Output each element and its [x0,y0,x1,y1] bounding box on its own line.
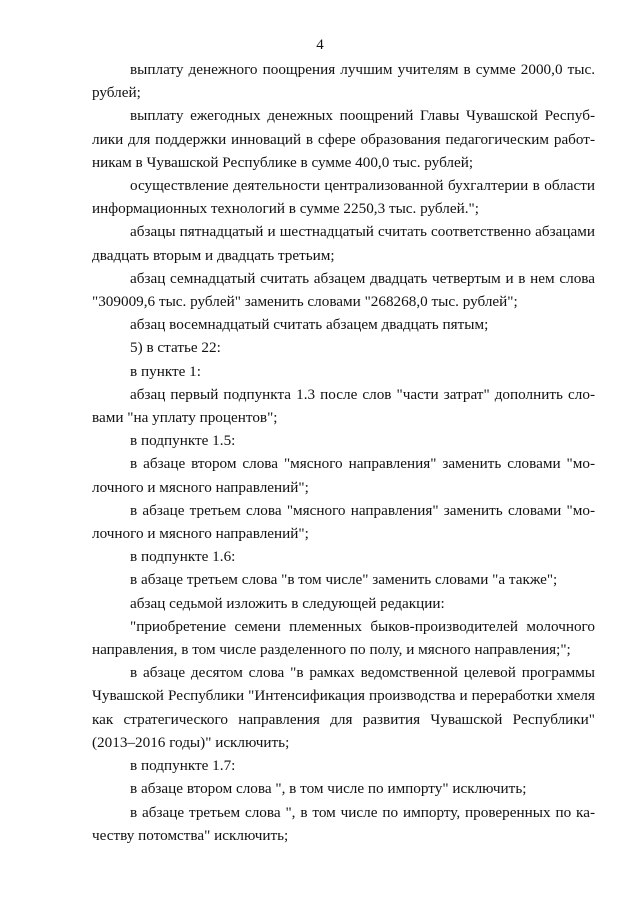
paragraph: 5) в статье 22: [130,339,221,357]
paragraph: в абзаце десятом слова "в рамках ведомственной целевой программы Чувашской Республики "Интенсификация производства и переработки хмеля как стратегического направления для развития Чувашской Республики" (2013–2016 годы)" исключить; [92,664,595,751]
paragraph: в абзаце третьем слова ", в том числе по импорту, проверенных по качеству потомства" исключить; [92,803,595,844]
paragraph: в подпункте 1.5: [130,432,236,450]
paragraph: осуществление деятельности централизованной бухгалтерии в области информационных технологий в сумме 2250,3 тыс. рублей."; [92,177,595,218]
paragraph: в пункте 1: [130,362,201,380]
paragraph: абзац восемнадцатый считать абзацем двадцать пятым; [130,316,489,334]
paragraph: абзацы пятнадцатый и шестнадцатый считать соответственно абзацами двадцать вторым и двадцать третьим; [92,223,595,264]
paragraph: в абзаце третьем слова "в том числе" заменить словами "а также"; [130,571,558,589]
paragraph: выплату ежегодных денежных поощрений Главы Чувашской Республики для поддержки инноваций в сфере образования педагогическим работникам в Чувашской Республике в сумме 400,0 тыс. рублей; [92,107,595,171]
paragraph: в абзаце третьем слова "мясного направления" заменить словами "молочного и мясного направлений"; [92,501,595,543]
paragraph: абзац первый подпункта 1.3 после слов "части затрат" дополнить словами "на уплату процентов"; [92,385,595,427]
paragraph: абзац семнадцатый считать абзацем двадцать четвертым и в нем слова "309009,6 тыс. рублей" заменить словами "268268,0 тыс. рублей"; [92,269,595,311]
paragraph: в абзаце втором слова "мясного направления" заменить словами "молочного и мясного направлений"; [92,455,595,496]
paragraph: "приобретение семени племенных быков-производителей молочного направления, в том числе разделенного по полу, и мясного направления;"; [92,617,595,659]
document-body [92,58,595,847]
paragraph: абзац седьмой изложить в следующей редакции: [130,594,445,612]
paragraph: в подпункте 1.7: [130,757,236,775]
paragraph: в абзаце втором слова ", в том числе по импорту" исключить; [130,780,527,798]
paragraph: выплату денежного поощрения лучшим учителям в сумме 2000,0 тыс. рублей; [92,61,595,102]
paragraph: в подпункте 1.6: [130,548,236,566]
page-number: 4 [316,37,324,53]
